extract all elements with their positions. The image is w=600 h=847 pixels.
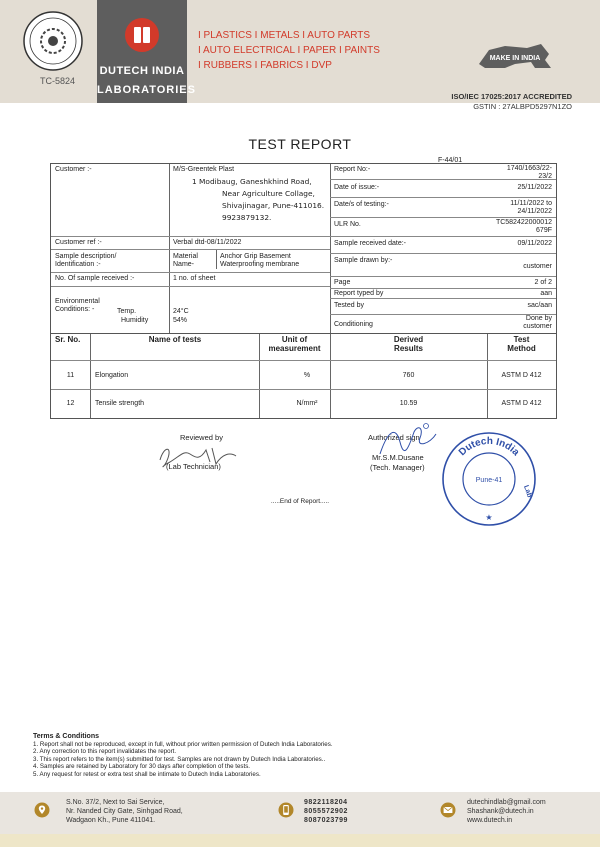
dutech-logo-icon bbox=[124, 17, 160, 53]
testing-dates-value: 11/11/2022 to 24/11/2022 bbox=[510, 200, 552, 215]
svg-text:★: ★ bbox=[485, 513, 493, 522]
sample-received-label: Sample received date:- bbox=[334, 240, 406, 247]
sample-count-value: 1 no. of sheet bbox=[173, 275, 216, 282]
customer-address-3: Shivajinagar, Pune-411016. bbox=[222, 201, 325, 210]
unit-header: Unit of measurement bbox=[268, 335, 321, 353]
result-unit: N/mm² bbox=[296, 400, 318, 407]
terms-item: 2. Any correction to this report invalidates the report. bbox=[33, 748, 177, 755]
accreditation-seal-icon bbox=[22, 10, 84, 72]
location-pin-icon bbox=[34, 802, 50, 818]
sample-drawn-label: Sample drawn by:- bbox=[334, 257, 393, 264]
issue-date-value: 25/11/2022 bbox=[517, 184, 552, 191]
reviewed-by-label: Reviewed by bbox=[180, 433, 223, 442]
stamp-top-text: Dutech India bbox=[456, 435, 522, 459]
result-method: ASTM D 412 bbox=[501, 372, 542, 379]
lab-stamp-icon bbox=[440, 430, 538, 528]
report-typed-value: aan bbox=[540, 290, 552, 297]
conditioning-label: Conditioning bbox=[334, 321, 373, 328]
footer-address-2: Nr. Nanded City Gate, Sinhgad Road, bbox=[66, 808, 183, 815]
services-line-2: I AUTO ELECTRICAL I PAPER I PAINTS bbox=[198, 45, 380, 56]
environment-label: Environmental Conditions: - bbox=[55, 298, 100, 313]
make-in-india-text: MAKE IN INDIA bbox=[489, 55, 541, 62]
sample-drawn-value: customer bbox=[523, 263, 552, 270]
services-line-3: I RUBBERS I FABRICS I DVP bbox=[198, 60, 332, 71]
footer-email-1: dutechindlab@gmail.com bbox=[467, 799, 546, 806]
tested-by-value: sac/aan bbox=[527, 302, 552, 309]
result-method: ASTM D 412 bbox=[501, 400, 542, 407]
terms-item: 4. Samples are retained by Laboratory for 30 days after completion of the tests. bbox=[33, 763, 251, 770]
ulr-value: TC582422000012 679F bbox=[495, 219, 552, 234]
humidity-value: 54% bbox=[173, 317, 188, 324]
footer-strip bbox=[0, 834, 600, 847]
temp-label: Temp. bbox=[117, 308, 137, 315]
customer-address-4: 9923879132. bbox=[222, 213, 272, 222]
result-value: 10.59 bbox=[399, 400, 418, 407]
page-title: TEST REPORT bbox=[248, 136, 352, 152]
terms-item: 3. This report refers to the item(s) submitted for test. Samples are not drawn by Dutech India Laboratories.. bbox=[33, 755, 326, 763]
conditioning-value: Done by customer bbox=[523, 315, 552, 330]
result-test-name: Elongation bbox=[95, 372, 129, 379]
end-of-report: .....End of Report..... bbox=[270, 498, 330, 505]
reviewer-role: (Lab Technician) bbox=[166, 462, 221, 471]
phone-icon bbox=[278, 802, 294, 818]
result-sr: 11 bbox=[66, 372, 75, 379]
customer-name: M/S-Greentek Plast bbox=[173, 166, 235, 173]
ulr-label: ULR No. bbox=[334, 221, 361, 228]
footer-address-3: Wadgaon Kh., Pune 411041. bbox=[66, 817, 156, 824]
page-value: 2 of 2 bbox=[534, 279, 552, 286]
sr-no-header: Sr. No. bbox=[55, 335, 81, 344]
customer-address-1: 1 Modibaug, Ganeshkhind Road, bbox=[192, 177, 312, 186]
make-in-india-lion-icon bbox=[475, 38, 555, 74]
terms-block bbox=[33, 733, 333, 778]
stamp-right-text: Lab bbox=[521, 484, 533, 499]
customer-label: Customer :- bbox=[55, 166, 92, 173]
report-no-value: 1740/1663/22- 23/2 bbox=[506, 165, 552, 180]
issue-date-label: Date of issue:- bbox=[334, 184, 380, 191]
brand-name-line1: DUTECH INDIA bbox=[99, 65, 185, 77]
services-line-1: I PLASTICS I METALS I AUTO PARTS bbox=[198, 30, 371, 41]
customer-address-2: Near Agriculture Collage, bbox=[222, 189, 315, 198]
sample-description-label: Sample description/ Identification :- bbox=[55, 253, 117, 268]
report-table bbox=[50, 163, 557, 419]
footer-phone-1: 9822118204 bbox=[304, 799, 348, 806]
email-icon bbox=[440, 802, 456, 818]
result-value: 760 bbox=[402, 372, 415, 379]
derived-results-header: Derived Results bbox=[393, 335, 424, 353]
humidity-label: Humidity bbox=[121, 317, 149, 324]
footer-address-1: S.No. 37/2, Next to Sai Service, bbox=[66, 799, 165, 806]
tested-by-label: Tested by bbox=[334, 302, 364, 309]
stamp-center-text: Pune-41 bbox=[475, 477, 503, 484]
footer-phone-2: 8055572902 bbox=[304, 808, 348, 815]
result-unit: % bbox=[303, 372, 311, 379]
result-test-name: Tensile strength bbox=[95, 400, 145, 407]
page-label: Page bbox=[334, 279, 351, 286]
accreditation-text: ISO/IEC 17025:2017 ACCREDITED bbox=[451, 92, 572, 101]
footer-website: www.dutech.in bbox=[467, 817, 513, 824]
manager-name: Mr.S.M.Dusane bbox=[372, 453, 424, 462]
sample-received-value: 09/11/2022 bbox=[517, 240, 552, 247]
customer-ref-label: Customer ref :- bbox=[55, 239, 102, 246]
material-label: Material Name- bbox=[173, 253, 198, 268]
authorized-sign-label: Authorized sign bbox=[368, 433, 420, 442]
result-sr: 12 bbox=[66, 400, 75, 407]
customer-ref-value: Verbal dtd-08/11/2022 bbox=[173, 239, 242, 246]
footer-phone-3: 8087023799 bbox=[304, 817, 348, 824]
terms-title: Terms & Conditions bbox=[33, 733, 99, 740]
brand-name-line2: LABORATORIES bbox=[97, 84, 196, 96]
terms-item: 5. Any request for retest or extra test shall be intimate to Dutech India Laboratories. bbox=[33, 770, 261, 778]
test-name-header: Name of tests bbox=[148, 335, 202, 344]
footer-email-2: Shashank@dutech.in bbox=[467, 808, 534, 815]
testing-dates-label: Date/s of testing:- bbox=[334, 201, 389, 208]
seal-code: TC-5824 bbox=[40, 76, 76, 86]
terms-item: 1. Report shall not be reproduced, except in full, without prior written permission of Dutech India Laboratories. bbox=[33, 740, 333, 748]
manager-role: (Tech. Manager) bbox=[370, 463, 425, 472]
sample-count-label: No. Of sample received :- bbox=[55, 275, 135, 282]
form-number: F-44/01 bbox=[438, 157, 463, 164]
material-value: Anchor Grip Basement Waterproofing membrane bbox=[220, 253, 300, 268]
report-typed-label: Report typed by bbox=[334, 290, 384, 297]
gstin-text: GSTIN : 27ALBPD5297N1ZO bbox=[473, 102, 572, 111]
report-no-label: Report No:- bbox=[334, 166, 371, 173]
test-method-header: Test Method bbox=[507, 335, 536, 353]
temp-value: 24°C bbox=[173, 308, 189, 315]
